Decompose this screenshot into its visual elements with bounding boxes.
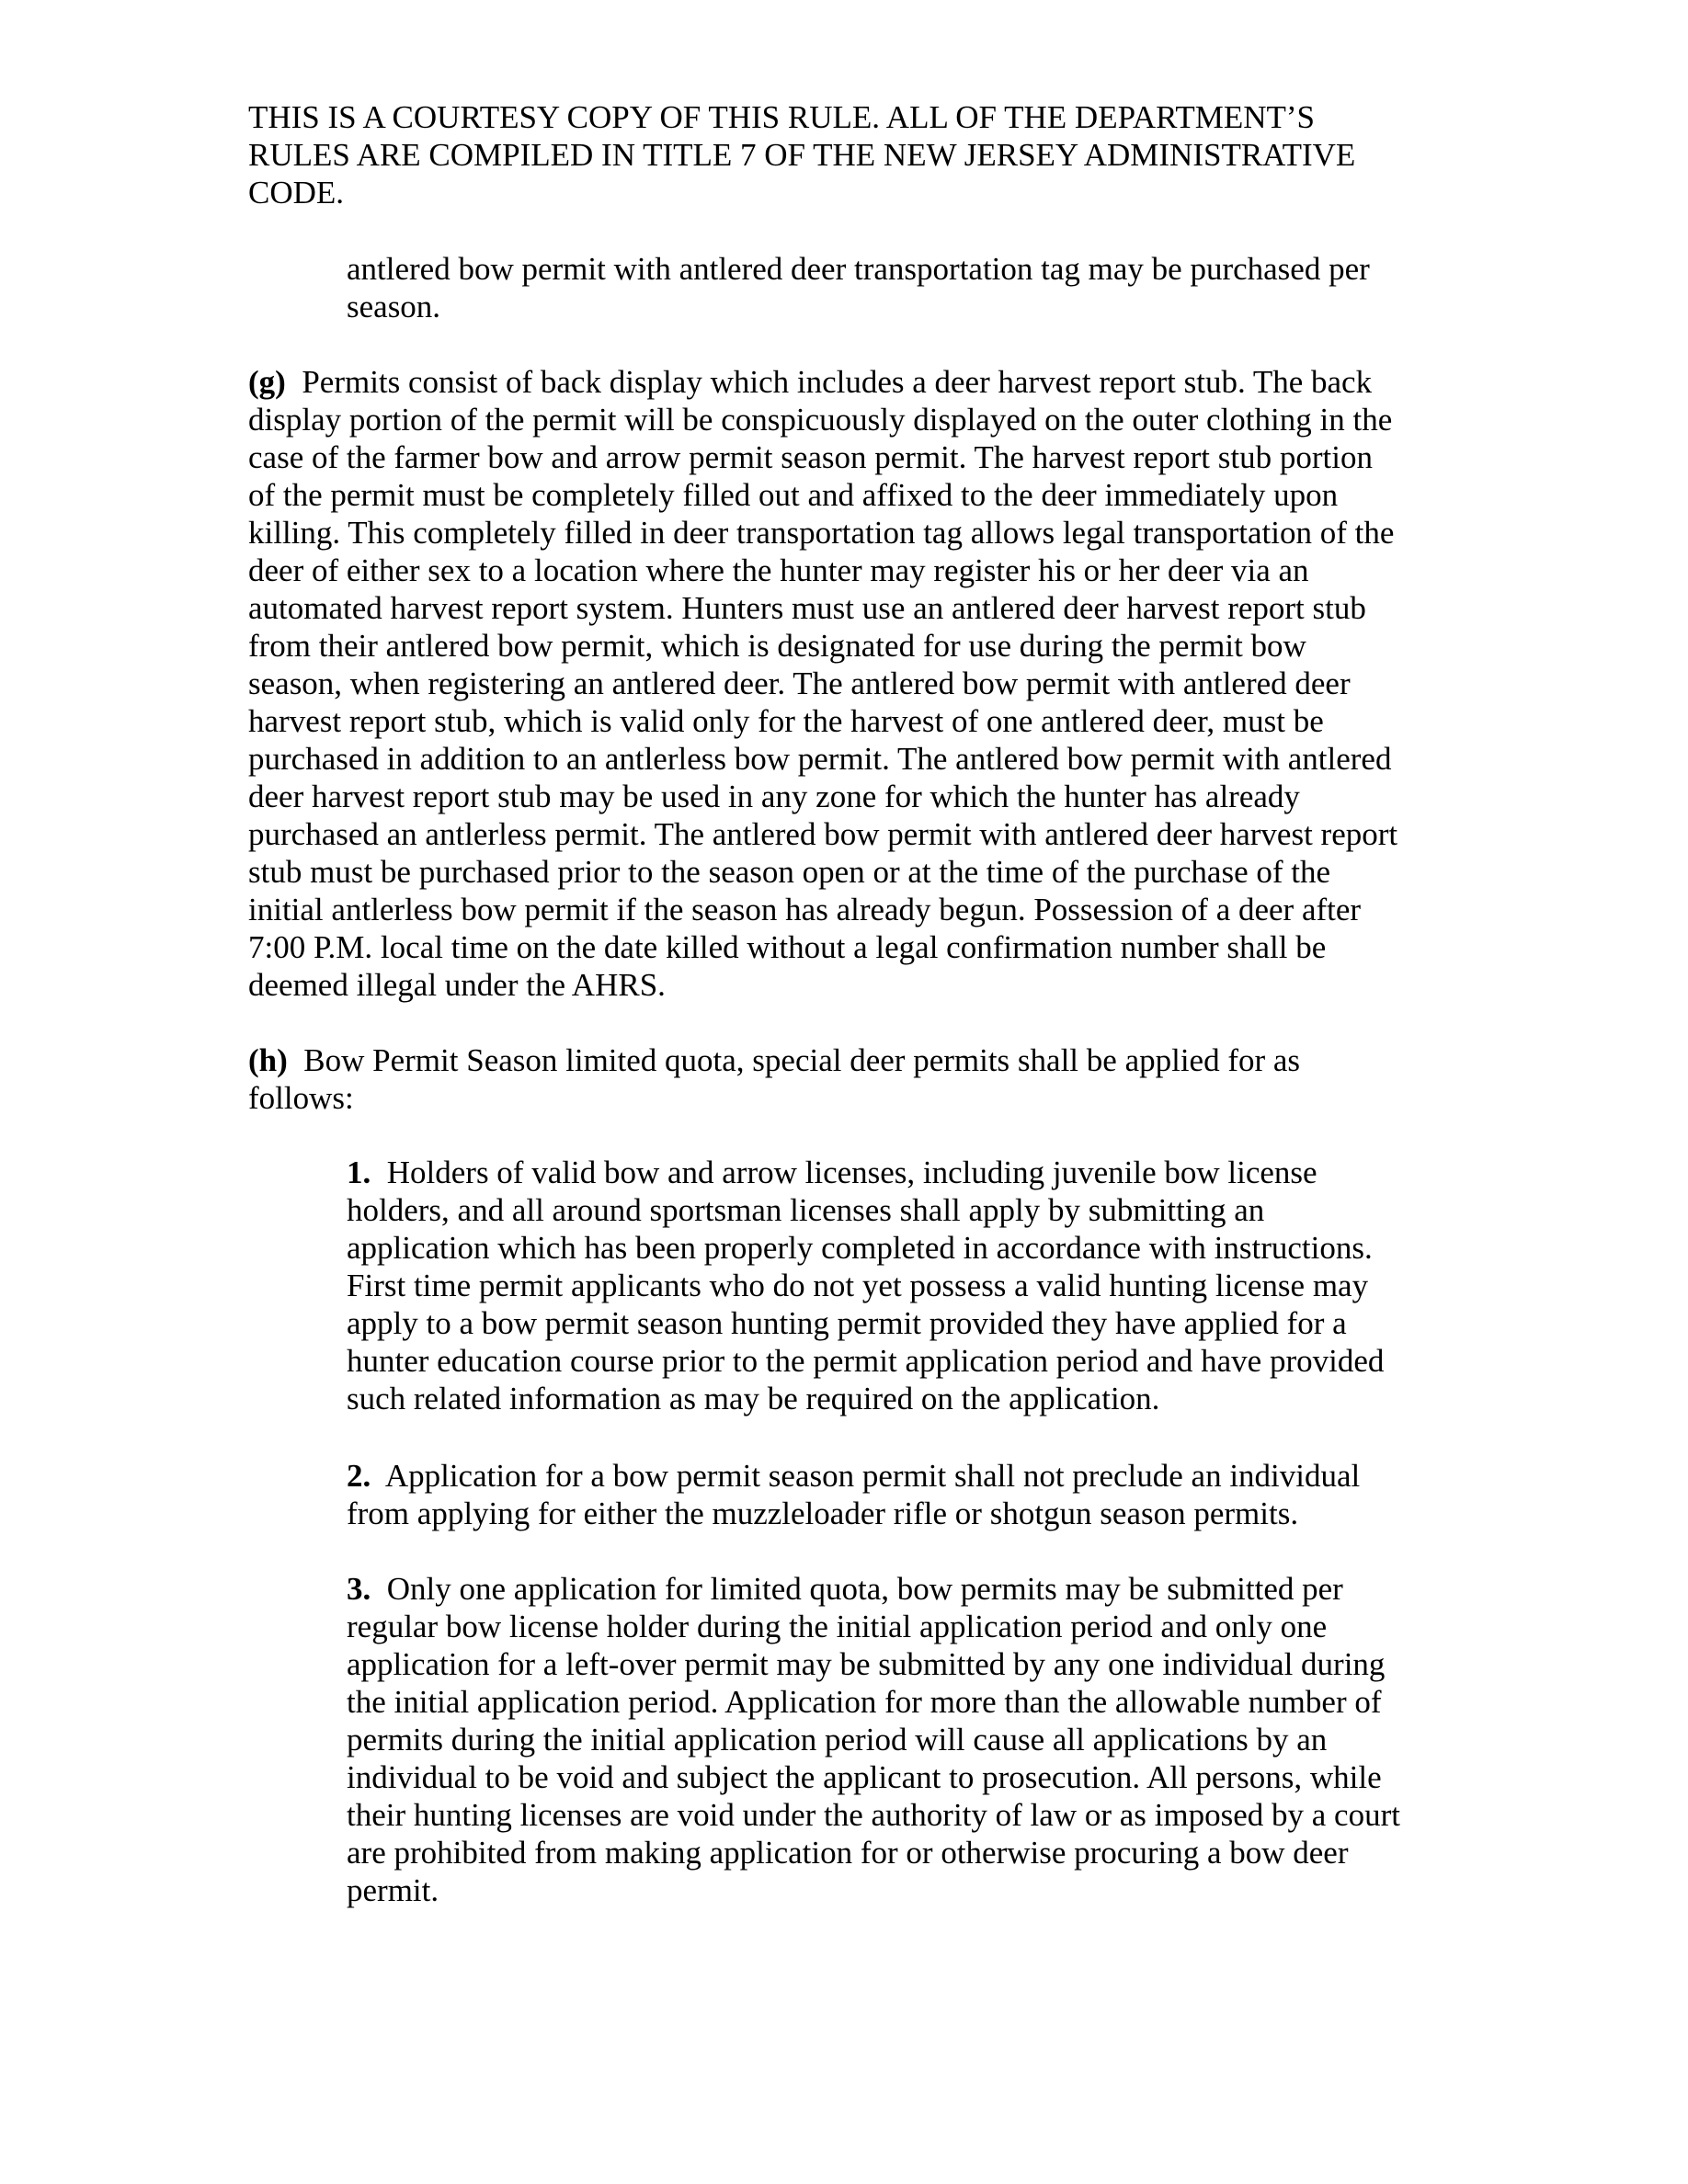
paragraph-g-line: from their antlered bow permit, which is designated for use during the permit bow bbox=[248, 628, 1306, 664]
list-item-2-label: 2. bbox=[347, 1458, 371, 1494]
paragraph-g-line: purchased in addition to an antlerless bow permit. The antlered bow permit with antlered bbox=[248, 741, 1392, 777]
paragraph-g-label: (g) bbox=[248, 364, 286, 400]
paragraph-g-line: of the permit must be completely filled out and affixed to the deer immediately upon bbox=[248, 477, 1339, 513]
paragraph-g-line bbox=[248, 363, 1443, 401]
list-item-3-line: the initial application period. Application for more than the allowable number of bbox=[347, 1684, 1382, 1720]
paragraph-g-line: stub must be purchased prior to the season open or at the time of the purchase of the bbox=[248, 854, 1331, 890]
paragraph-g-line: deer of either sex to a location where the hunter may register his or her deer via an bbox=[248, 552, 1309, 588]
list-item-3-label: 3. bbox=[347, 1571, 371, 1607]
list-item-1-line: First time permit applicants who do not yet possess a valid hunting license may bbox=[347, 1268, 1369, 1303]
paragraph-g-line: deemed illegal under the AHRS. bbox=[248, 967, 666, 1003]
header-line: THIS IS A COURTESY COPY OF THIS RULE. ALL OF THE DEPARTMENT’S bbox=[248, 99, 1316, 135]
list-item-2-text: Application for a bow permit season permit shall not preclude an individual bbox=[384, 1458, 1361, 1494]
paragraph-g-line: killing. This completely filled in deer transportation tag allows legal transportation of the bbox=[248, 515, 1395, 551]
list-item-3-line: application for a left-over permit may be submitted by any one individual during bbox=[347, 1646, 1386, 1682]
list-item-1-line: apply to a bow permit season hunting permit provided they have applied for a bbox=[347, 1305, 1347, 1341]
list-item-3-line: individual to be void and subject the applicant to prosecution. All persons, while bbox=[347, 1759, 1382, 1795]
list-item-3-text: Only one application for limited quota, bow permits may be submitted per bbox=[386, 1571, 1343, 1607]
list-item-1 bbox=[347, 1154, 1441, 1417]
list-item-1-line: hunter education course prior to the permit application period and have provided bbox=[347, 1343, 1385, 1379]
header-line: CODE. bbox=[248, 175, 345, 210]
paragraph-h bbox=[248, 1041, 1443, 1117]
paragraph-g bbox=[248, 363, 1443, 1004]
list-item-1-line bbox=[347, 1154, 1441, 1191]
paragraph-g-line: initial antlerless bow permit if the season has already begun. Possession of a deer after bbox=[248, 892, 1362, 927]
list-item-3-line: permits during the initial application period will cause all applications by an bbox=[347, 1722, 1328, 1757]
list-item-1-line: such related information as may be required on the application. bbox=[347, 1381, 1160, 1416]
list-item-3-line: their hunting licenses are void under the authority of law or as imposed by a court bbox=[347, 1797, 1400, 1833]
list-item-3-line: regular bow license holder during the initial application period and only one bbox=[347, 1609, 1328, 1644]
paragraph-g-line: display portion of the permit will be conspicuously displayed on the outer clothing in the bbox=[248, 402, 1393, 438]
list-item-3-line bbox=[347, 1570, 1441, 1608]
paragraph-g-line: deer harvest report stub may be used in any zone for which the hunter has already bbox=[248, 779, 1300, 814]
paragraph-h-text: Bow Permit Season limited quota, special deer permits shall be applied for as bbox=[303, 1042, 1301, 1078]
paragraph-g-line: 7:00 P.M. local time on the date killed without a legal confirmation number shall be bbox=[248, 929, 1327, 965]
list-item-2-line bbox=[347, 1457, 1441, 1495]
list-item-3 bbox=[347, 1570, 1441, 1909]
list-item-1-text: Holders of valid bow and arrow licenses, including juvenile bow license bbox=[386, 1155, 1317, 1190]
paragraph-g-text: Permits consist of back display which includes a deer harvest report stub. The back bbox=[302, 364, 1373, 400]
list-item-2-line: from applying for either the muzzleloader rifle or shotgun season permits. bbox=[347, 1496, 1299, 1531]
paragraph-g-line: purchased an antlerless permit. The antlered bow permit with antlered deer harvest report bbox=[248, 816, 1398, 852]
continuation-paragraph bbox=[347, 250, 1431, 325]
list-item-3-line: permit. bbox=[347, 1872, 439, 1908]
courtesy-copy-header bbox=[248, 98, 1443, 211]
continuation-line: antlered bow permit with antlered deer transportation tag may be purchased per bbox=[347, 251, 1370, 287]
paragraph-g-line: season, when registering an antlered deer. The antlered bow permit with antlered deer bbox=[248, 665, 1351, 701]
list-item-3-line: are prohibited from making application for or otherwise procuring a bow deer bbox=[347, 1835, 1349, 1871]
header-line: RULES ARE COMPILED IN TITLE 7 OF THE NEW JERSEY ADMINISTRATIVE bbox=[248, 137, 1356, 173]
paragraph-h-label: (h) bbox=[248, 1042, 288, 1078]
paragraph-g-line: case of the farmer bow and arrow permit season permit. The harvest report stub portion bbox=[248, 439, 1373, 475]
list-item-2 bbox=[347, 1457, 1441, 1532]
paragraph-g-line: harvest report stub, which is valid only for the harvest of one antlered deer, must be bbox=[248, 703, 1324, 739]
continuation-line: season. bbox=[347, 289, 441, 324]
paragraph-h-line: follows: bbox=[248, 1080, 354, 1116]
list-item-1-line: holders, and all around sportsman licenses shall apply by submitting an bbox=[347, 1192, 1265, 1228]
paragraph-g-line: automated harvest report system. Hunters must use an antlered deer harvest report stub bbox=[248, 590, 1366, 626]
paragraph-h-line bbox=[248, 1041, 1443, 1079]
list-item-1-line: application which has been properly completed in accordance with instructions. bbox=[347, 1230, 1373, 1266]
list-item-1-label: 1. bbox=[347, 1155, 371, 1190]
